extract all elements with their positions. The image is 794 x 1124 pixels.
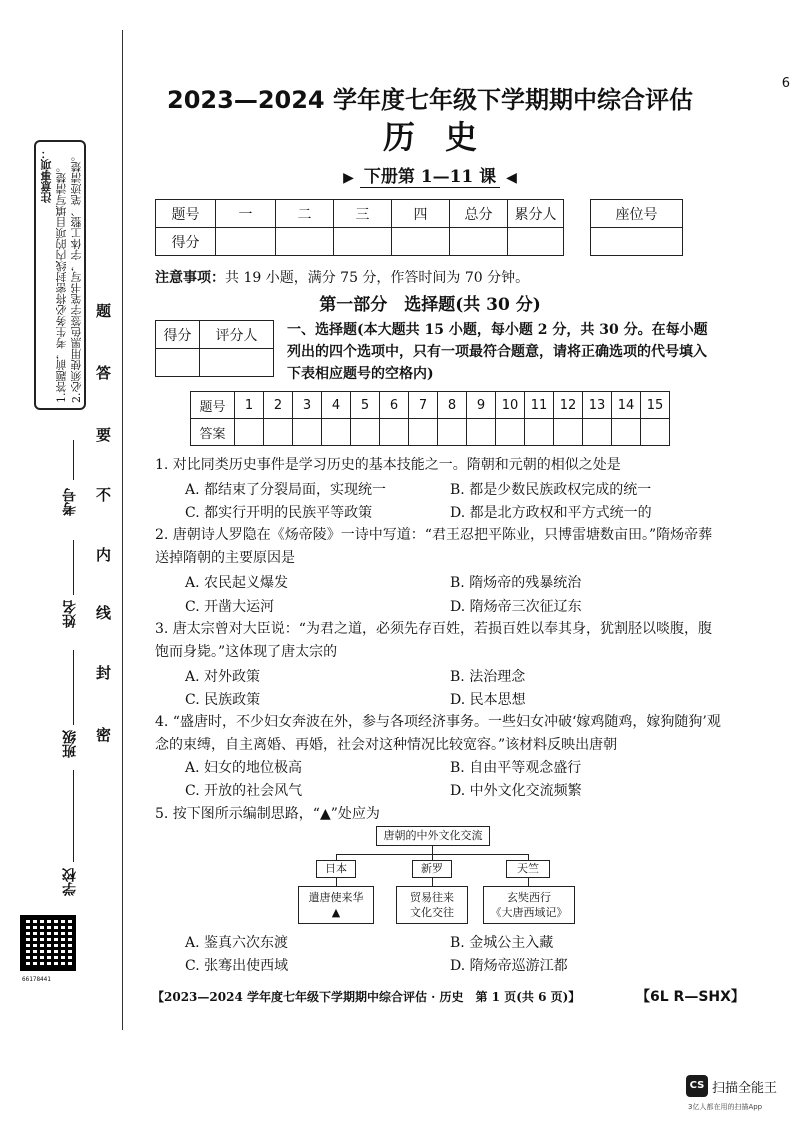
answer-header-label: 题号 bbox=[191, 392, 235, 419]
seat-cell[interactable] bbox=[591, 228, 683, 256]
answer-number: 3 bbox=[293, 392, 322, 419]
seal-char: 要 bbox=[96, 426, 112, 444]
scanner-app-name: 扫描全能王 bbox=[712, 1081, 778, 1096]
question-2-stem: 2. 唐朝诗人罗隐在《炀帝陵》一诗中写道：“君王忍把平陈业，只博雷塘数亩田。”隋炀帝葬送掉隋朝的主要原因是 bbox=[155, 527, 713, 566]
question-3-stem: 3. 唐太宗曾对大臣说：“为君之道，必须先存百姓，若损百姓以奉其身，犹割胫以啖腹，腹饱而身毙。”这体现了唐太宗的 bbox=[155, 621, 712, 660]
score-row-label: 得分 bbox=[156, 228, 216, 256]
answer-number: 15 bbox=[641, 392, 670, 419]
answer-number: 14 bbox=[612, 392, 641, 419]
seal-char: 答 bbox=[96, 364, 112, 382]
score-cell[interactable] bbox=[450, 228, 508, 256]
field-label-school: 学校 bbox=[62, 868, 78, 896]
question-4-option-a[interactable]: A. 妇女的地位极高 bbox=[185, 760, 303, 776]
answer-number: 11 bbox=[525, 392, 554, 419]
qr-code-icon bbox=[20, 915, 76, 971]
answer-number: 5 bbox=[351, 392, 380, 419]
diagram-country-india: 天竺 bbox=[506, 860, 550, 878]
diagram-connector bbox=[432, 878, 433, 886]
answer-number: 4 bbox=[322, 392, 351, 419]
section-intro: 一、选择题(本大题共 15 小题，每小题 2 分，共 30 分。在每小题列出的四个选项中，只有一项最符合题意，请将正确选项的代号填入下表相应题号的空格内) bbox=[287, 322, 708, 382]
question-2-option-d[interactable]: D. 隋炀帝三次征辽东 bbox=[450, 599, 582, 615]
answer-number: 2 bbox=[264, 392, 293, 419]
question-3-option-b[interactable]: B. 法治理念 bbox=[450, 669, 526, 685]
answer-cell[interactable] bbox=[380, 419, 409, 446]
question-3-option-a[interactable]: A. 对外政策 bbox=[185, 669, 261, 685]
grader-name-label: 评分人 bbox=[200, 321, 274, 349]
seal-char: 密 bbox=[96, 726, 112, 744]
seal-char: 不 bbox=[96, 486, 112, 504]
answer-number: 7 bbox=[409, 392, 438, 419]
page-corner-number: 6 bbox=[781, 76, 790, 91]
answer-number: 6 bbox=[380, 392, 409, 419]
diagram-event-silla: 贸易往来 文化交往 bbox=[396, 886, 468, 924]
camscanner-logo-icon: CS bbox=[686, 1075, 708, 1097]
grader-table bbox=[155, 320, 274, 377]
question-2-option-b[interactable]: B. 隋炀帝的残暴统治 bbox=[450, 575, 582, 591]
score-header-cell: 累分人 bbox=[508, 200, 564, 228]
qr-code-text: 66178441 bbox=[22, 976, 51, 983]
question-5-stem: 5. 按下图所示编制思路，“▲”处应为 bbox=[155, 806, 380, 822]
answer-number: 12 bbox=[554, 392, 583, 419]
notes-line bbox=[155, 267, 529, 287]
answer-cell[interactable] bbox=[264, 419, 293, 446]
score-cell[interactable] bbox=[216, 228, 276, 256]
answer-number: 9 bbox=[467, 392, 496, 419]
field-line-name[interactable] bbox=[73, 540, 74, 595]
binding-notice-box bbox=[34, 140, 86, 410]
answer-cell[interactable] bbox=[322, 419, 351, 446]
question-1-option-b[interactable]: B. 都是少数民族政权完成的统一 bbox=[450, 482, 652, 498]
seal-char: 内 bbox=[96, 546, 112, 564]
grader-name-cell[interactable] bbox=[200, 349, 274, 377]
grader-score-cell[interactable] bbox=[156, 349, 200, 377]
triangle-right-icon: ▶ bbox=[343, 170, 354, 186]
question-4-option-d[interactable]: D. 中外文化交流频繁 bbox=[450, 783, 582, 799]
triangle-left-icon: ◀ bbox=[506, 170, 517, 186]
binding-line bbox=[122, 30, 123, 1030]
seal-char: 封 bbox=[96, 664, 112, 682]
question-5-option-d[interactable]: D. 隋炀帝巡游江都 bbox=[450, 958, 568, 974]
scope-label: 下册第 1—11 课 bbox=[360, 167, 500, 188]
notes-text: 共 19 小题，满分 75 分，作答时间为 70 分钟。 bbox=[225, 270, 530, 286]
scanner-tagline: 3亿人都在用的扫描App bbox=[688, 1103, 763, 1111]
answer-cell[interactable] bbox=[612, 419, 641, 446]
answer-cell[interactable] bbox=[235, 419, 264, 446]
field-line-school[interactable] bbox=[73, 770, 74, 862]
answer-row-label: 答案 bbox=[191, 419, 235, 446]
score-cell[interactable] bbox=[334, 228, 392, 256]
question-1-option-d[interactable]: D. 都是北方政权和平方式统一的 bbox=[450, 505, 652, 521]
field-line-class[interactable] bbox=[73, 650, 74, 725]
answer-cell[interactable] bbox=[409, 419, 438, 446]
diagram-event-india: 玄奘西行 《大唐西域记》 bbox=[483, 886, 575, 924]
notes-label: 注意事项： bbox=[155, 270, 225, 286]
diagram-country-silla: 新罗 bbox=[412, 860, 452, 878]
binding-notice-line-1: 1.答题前，考生务必将密封线内的项目填写清楚。 bbox=[55, 161, 68, 403]
field-label-name: 姓名 bbox=[62, 600, 78, 628]
footer-code: 【6L R—SHX】 bbox=[636, 989, 745, 1005]
question-5-option-b[interactable]: B. 金城公主入藏 bbox=[450, 935, 554, 951]
binding-notice-line-2: 2.必须使用黑色签字笔书写，字体工整、笔迹清楚。 bbox=[70, 150, 83, 403]
seat-table bbox=[590, 199, 683, 256]
part-one-title: 第一部分 选择题(共 30 分) bbox=[319, 295, 541, 315]
answer-number: 8 bbox=[438, 392, 467, 419]
score-cell[interactable] bbox=[392, 228, 450, 256]
field-label-class: 班级 bbox=[62, 730, 78, 758]
diagram-connector bbox=[432, 846, 433, 854]
score-header-cell: 二 bbox=[276, 200, 334, 228]
field-label-exam-number: 考号 bbox=[62, 488, 78, 516]
answer-cell[interactable] bbox=[525, 419, 554, 446]
exam-title: 2023—2024 学年度七年级下学期期中综合评估 bbox=[167, 86, 693, 114]
score-header-cell: 题号 bbox=[156, 200, 216, 228]
answer-cell[interactable] bbox=[496, 419, 525, 446]
question-1-option-a[interactable]: A. 都结束了分裂局面，实现统一 bbox=[185, 482, 387, 498]
question-1-option-c[interactable]: C. 都实行开明的民族平等政策 bbox=[185, 505, 373, 521]
answer-cell[interactable] bbox=[554, 419, 583, 446]
score-cell[interactable] bbox=[276, 228, 334, 256]
question-1-stem: 1. 对比同类历史事件是学习历史的基本技能之一。隋朝和元朝的相似之处是 bbox=[155, 457, 621, 473]
question-2-option-c[interactable]: C. 开凿大运河 bbox=[185, 599, 275, 615]
scope-line bbox=[130, 162, 730, 187]
question-5-option-a[interactable]: A. 鉴真六次东渡 bbox=[185, 935, 289, 951]
score-header-cell: 一 bbox=[216, 200, 276, 228]
answer-cell[interactable] bbox=[467, 419, 496, 446]
question-3-option-c[interactable]: C. 民族政策 bbox=[185, 692, 261, 708]
answer-cell[interactable] bbox=[438, 419, 467, 446]
question-2-option-a[interactable]: A. 农民起义爆发 bbox=[185, 575, 289, 591]
seal-char: 题 bbox=[96, 302, 112, 320]
question-4-stem: 4. “盛唐时，不少妇女奔波在外，参与各项经济事务。一些妇女冲破‘嫁鸡随鸡，嫁狗随狗’观念的束缚，自主离婚、再婚，社会对这种情况比较宽容。”该材料反映出唐朝 bbox=[155, 714, 721, 753]
question-3-option-d[interactable]: D. 民本思想 bbox=[450, 692, 526, 708]
answer-cell[interactable] bbox=[293, 419, 322, 446]
diagram-event-japan: 遣唐使来华 ▲ bbox=[298, 886, 374, 924]
score-header-cell: 三 bbox=[334, 200, 392, 228]
diagram-connector bbox=[528, 878, 529, 886]
answer-number: 1 bbox=[235, 392, 264, 419]
answer-table bbox=[190, 391, 670, 446]
seat-label: 座位号 bbox=[591, 200, 683, 228]
question-5-option-c[interactable]: C. 张骞出使西域 bbox=[185, 958, 289, 974]
seal-char: 线 bbox=[96, 604, 112, 622]
answer-number: 13 bbox=[583, 392, 612, 419]
diagram-country-japan: 日本 bbox=[316, 860, 356, 878]
score-header-cell: 四 bbox=[392, 200, 450, 228]
answer-cell[interactable] bbox=[583, 419, 612, 446]
answer-cell[interactable] bbox=[351, 419, 380, 446]
binding-notice-title: 注意事项： bbox=[40, 148, 53, 203]
score-header-cell: 总分 bbox=[450, 200, 508, 228]
answer-cell[interactable] bbox=[641, 419, 670, 446]
question-4-option-c[interactable]: C. 开放的社会风气 bbox=[185, 783, 303, 799]
diagram-top-box: 唐朝的中外文化交流 bbox=[376, 826, 490, 846]
diagram-connector bbox=[336, 878, 337, 886]
field-line-exam-number[interactable] bbox=[73, 440, 74, 480]
score-table bbox=[155, 199, 564, 256]
grader-score-label: 得分 bbox=[156, 321, 200, 349]
answer-number: 10 bbox=[496, 392, 525, 419]
question-4-option-b[interactable]: B. 自由平等观念盛行 bbox=[450, 760, 582, 776]
page-footer: 【2023—2024 学年度七年级下学期期中综合评估 · 历史 第 1 页(共 6 页)】 bbox=[152, 990, 581, 1004]
score-cell[interactable] bbox=[508, 228, 564, 256]
subject-title: 历史 bbox=[382, 118, 507, 156]
